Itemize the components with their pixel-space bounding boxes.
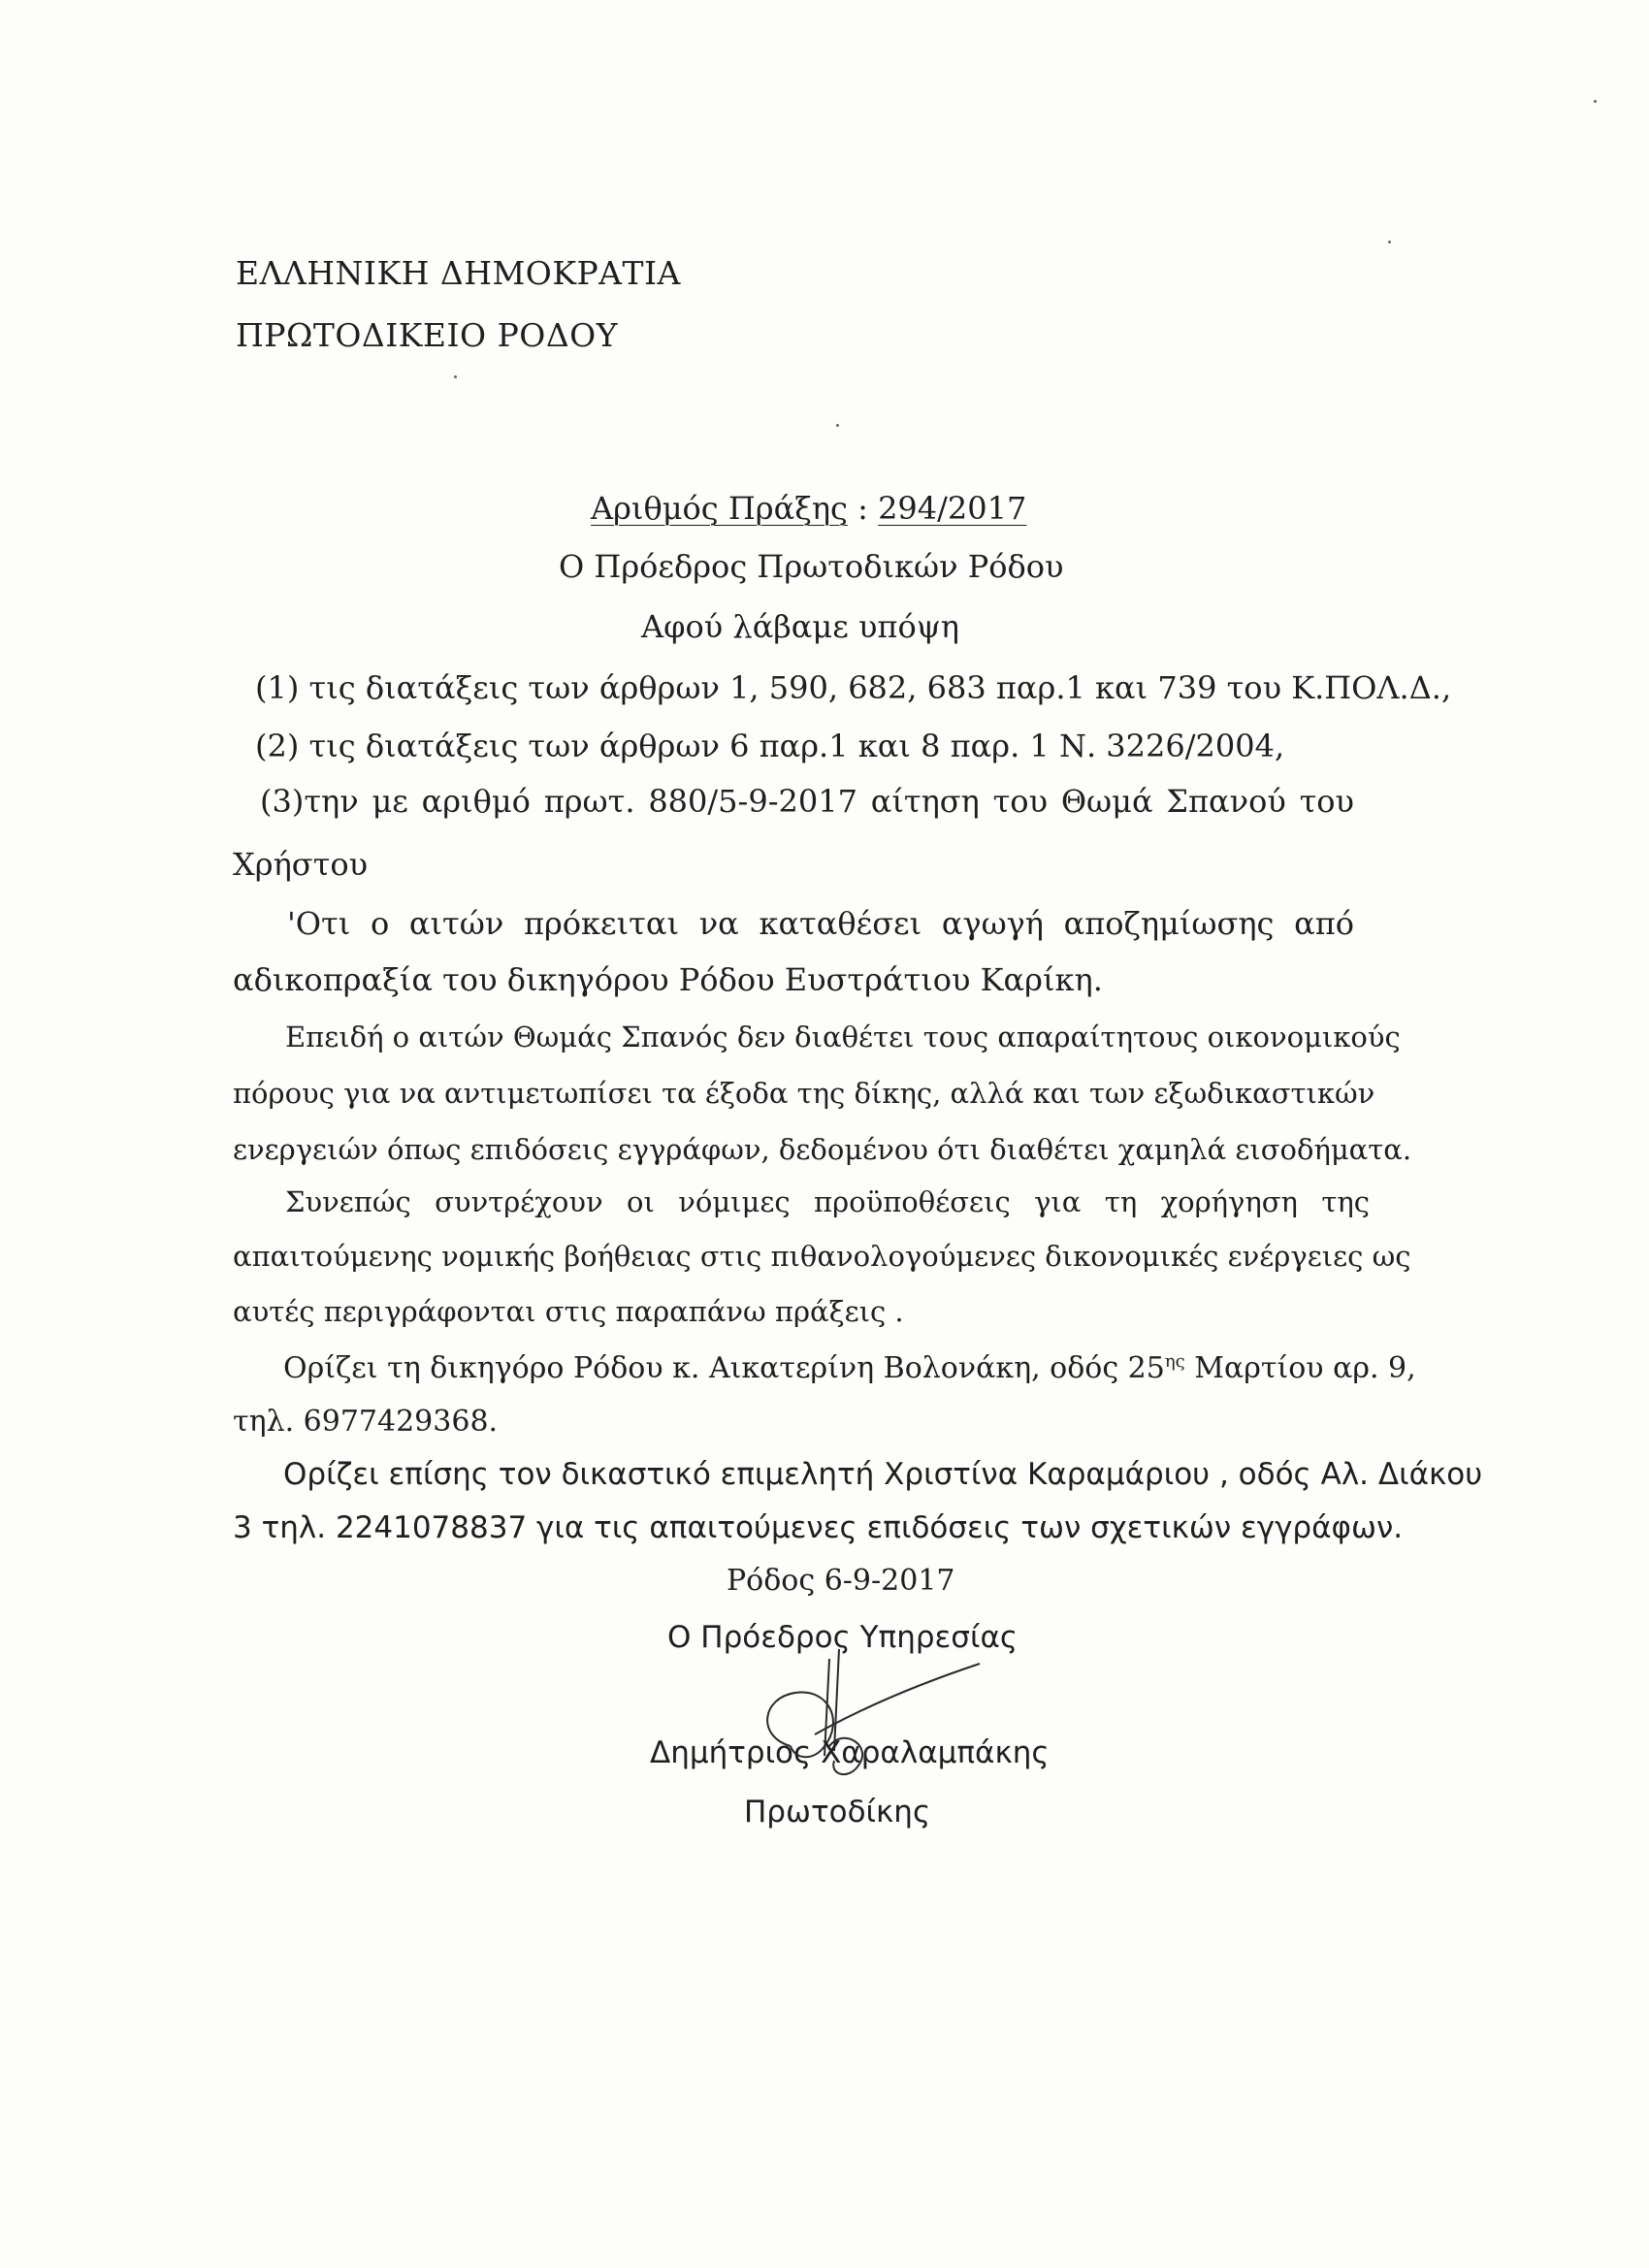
paragraph-1-line-1: 'Οτι ο αιτών πρόκειται να καταθέσει αγωγή αποζημίωσης από xyxy=(287,905,1354,942)
header-republic: ΕΛΛΗΝΙΚΗ ΔΗΜΟΚΡΑΤΙΑ xyxy=(236,254,681,292)
place-and-date: Ρόδος 6-9-2017 xyxy=(727,1564,955,1598)
act-number-separator: : xyxy=(847,490,879,527)
ordinal-suffix: ης xyxy=(1164,1351,1185,1372)
act-number-label: Αριθμός Πράξης xyxy=(591,490,848,527)
paragraph-4-line-2: τηλ. 6977429368. xyxy=(233,1405,499,1439)
handwritten-signature xyxy=(737,1639,1009,1795)
paragraph-3-line-3: αυτές περιγράφονται στις παραπάνω πράξεις . xyxy=(233,1295,904,1328)
consideration-3-line-1: (3)την με αριθμό πρωτ. 880/5-9-2017 αίτηση του Θωμά Σπανού του xyxy=(260,783,1354,820)
paragraph-5-line-1: Ορίζει επίσης τον δικαστικό επιμελητή Χριστίνα Καραμάριου , οδός Αλ. Διάκου xyxy=(283,1457,1483,1492)
signatory-role: Ο Πρόεδρος Υπηρεσίας xyxy=(667,1620,1018,1655)
signatory-title: Πρωτοδίκης xyxy=(744,1795,931,1830)
paragraph-3-line-2: απαιτούμενης νομικής βοήθειας στις πιθανολογούμενες δικονομικές ενέργειες ως xyxy=(233,1240,1411,1273)
paragraph-4-line-1 xyxy=(283,1351,1416,1385)
paragraph-1-line-2: αδικοπραξία του δικηγόρου Ρόδου Ευστράτιου Καρίκη. xyxy=(233,961,1103,998)
paragraph-2-line-3: ενεργειών όπως επιδόσεις εγγράφων, δεδομένου ότι διαθέτει χαμηλά εισοδήματα. xyxy=(233,1133,1412,1166)
considering-heading: Αφού λάβαμε υπόψη xyxy=(641,608,959,645)
scan-speck xyxy=(454,375,457,378)
lawyer-address: Μαρτίου αρ. 9, xyxy=(1184,1351,1416,1385)
signatory-name: Δημήτριος Χαραλαμπάκης xyxy=(650,1735,1050,1770)
consideration-2: (2) τις διατάξεις των άρθρων 6 παρ.1 και 8 παρ. 1 Ν. 3226/2004, xyxy=(255,728,1285,764)
scan-speck xyxy=(1594,100,1597,103)
consideration-1: (1) τις διατάξεις των άρθρων 1, 590, 682, 683 παρ.1 και 739 του Κ.ΠΟΛ.Δ., xyxy=(255,669,1452,706)
paragraph-2-line-1: Επειδή ο αιτών Θωμάς Σπανός δεν διαθέτει τους απαραίτητους οικονομικούς xyxy=(285,1021,1401,1053)
president-heading: Ο Πρόεδρος Πρωτοδικών Ρόδου xyxy=(559,548,1064,585)
consideration-3-line-2: Χρήστου xyxy=(233,846,369,883)
scan-speck xyxy=(836,424,839,427)
act-number-line xyxy=(591,490,1026,527)
header-court: ΠΡΩΤΟΔΙΚΕΙΟ ΡΟΔΟΥ xyxy=(236,316,619,354)
paragraph-2-line-2: πόρους για να αντιμετωπίσει τα έξοδα της δίκης, αλλά και των εξωδικαστικών xyxy=(233,1077,1375,1110)
act-number-value: 294/2017 xyxy=(878,490,1027,527)
lawyer-designation: Ορίζει τη δικηγόρο Ρόδου κ. Αικατερίνη Βολονάκη, οδός 25 xyxy=(283,1351,1165,1385)
scan-speck xyxy=(1388,241,1391,243)
paragraph-3-line-1: Συνεπώς συντρέχουν οι νόμιμες προϋποθέσεις για τη χορήγηση της xyxy=(285,1185,1370,1218)
paragraph-5-line-2: 3 τηλ. 2241078837 για τις απαιτούμενες επιδόσεις των σχετικών εγγράφων. xyxy=(233,1510,1404,1545)
